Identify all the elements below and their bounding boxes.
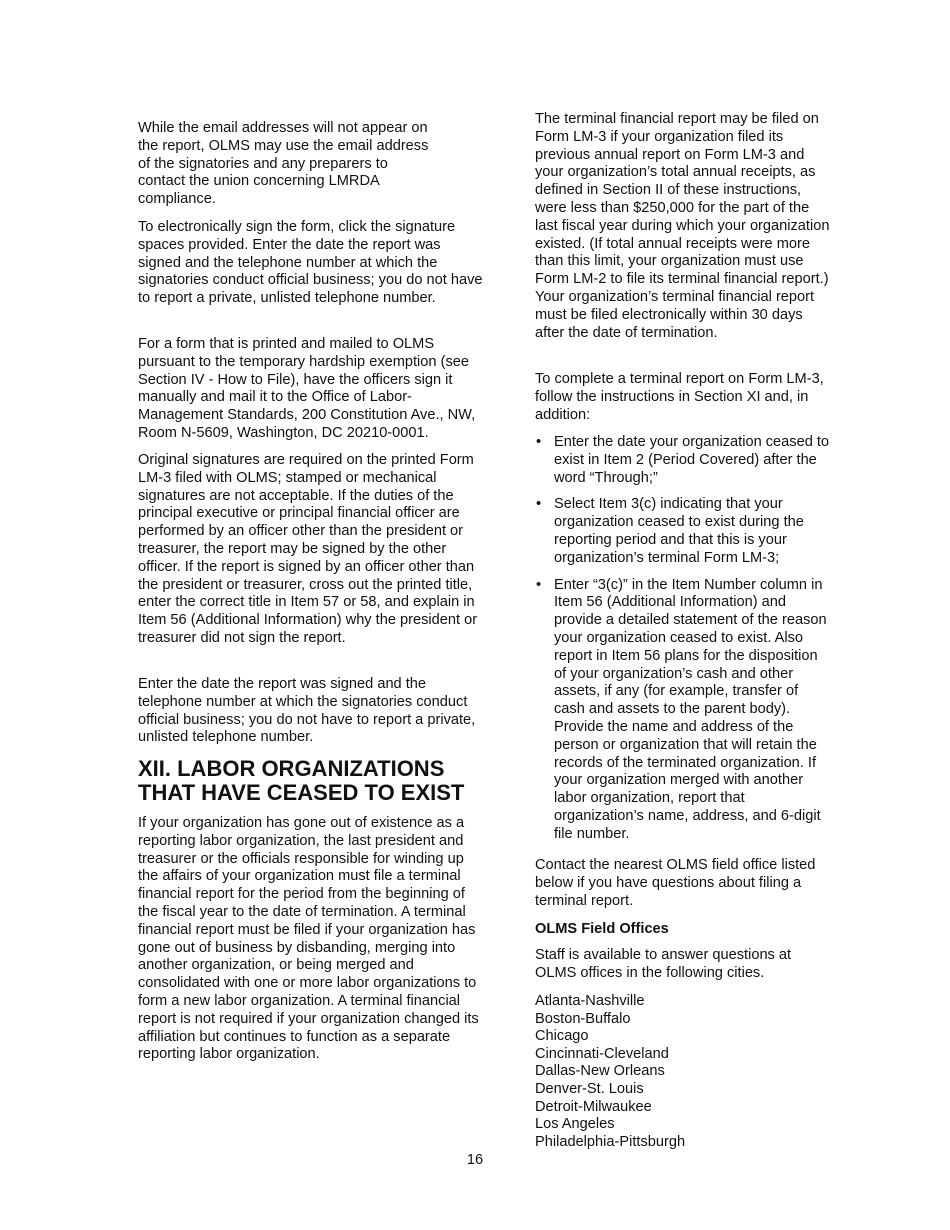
contact-office-paragraph: Contact the nearest OLMS field office listed below if you have questions about filing a terminal report.: [535, 857, 816, 909]
staff-available-paragraph: Staff is available to answer questions at OLMS offices in the following cities.: [535, 947, 792, 981]
terminal-report-paragraph: The terminal financial report may be filed on Form LM-3 if your organization filed its previous annual report on Form LM-3 and your organization’s total annual receipts, as defined in Section II of these instructions, were less than $250,000 for the part of the last fiscal year during which your organization existed. (If total annual receipts were more than this limit, your organization must use Form LM-2 to file its terminal financial report.) Your organization’s terminal financial report must be filed electronically within 30 days after the date of termination.: [535, 111, 830, 341]
list-item: Cincinnati-Cleveland: [535, 1045, 669, 1062]
list-item: Detroit-Milwaukee: [535, 1098, 652, 1115]
city-list: [535, 993, 831, 1151]
original-signatures-paragraph: Original signatures are required on the printed Form LM-3 filed with OLMS; stamped or mechanical signatures are not acceptable. If the duties of the principal executive or principal financial officer are performed by an officer other than the president or treasurer, the report may be signed by the other officer. If the report is signed by an officer other than the president or treasurer, cross out the printed title, enter the correct title in Item 57 or 58, and explain in Item 56 (Additional Information) why the president or treasurer did not sign the report.: [138, 452, 478, 646]
email-usage-paragraph: While the email addresses will not appear on the report, OLMS may use the email address of the signatories and any preparers to contact the union concerning LMRDA compliance.: [138, 120, 429, 208]
list-item: • Select Item 3(c) indicating that your organization ceased to exist during the reporting period and that this is your organization’s terminal Form LM-3;: [535, 496, 831, 567]
list-item: • Enter the date your organization ceased to exist in Item 2 (Period Covered) after the word “Through;”: [535, 434, 831, 487]
list-item: • Enter “3(c)” in the Item Number column in Item 56 (Additional Information) and provide a detailed statement of the reason your organization ceased to exist. Also report in Item 56 plans for the disposition of your organization’s cash and other assets, if any (for example, transfer of cash and assets to the parent body). Provide the name and address of the person or organization that will retain the records of the terminated organization. If your organization merged with another labor organization, report that organization’s name, address, and 6-digit file number.: [535, 577, 831, 844]
page-number: 16: [466, 1152, 484, 1168]
list-item: Philadelphia-Pittsburgh: [535, 1133, 686, 1150]
list-item: Dallas-New Orleans: [535, 1063, 665, 1080]
electronic-signature-paragraph: To electronically sign the form, click the signature spaces provided. Enter the date the report was signed and the telephone number at which the signatories conduct official business; you do not have to report a private, unlisted telephone number.: [138, 219, 483, 307]
complete-terminal-report-paragraph: To complete a terminal report on Form LM-3, follow the instructions in Section XI and, in addition:: [535, 371, 824, 423]
list-item: Boston-Buffalo: [535, 1010, 631, 1027]
instructions-list: [535, 434, 831, 844]
list-item: Los Angeles: [535, 1116, 615, 1133]
section-heading: XII. LABOR ORGANIZATIONS THAT HAVE CEASED TO EXIST: [138, 756, 465, 805]
list-item: Denver-St. Louis: [535, 1080, 644, 1097]
list-item: Chicago: [535, 1028, 589, 1045]
mailed-form-paragraph: For a form that is printed and mailed to OLMS pursuant to the temporary hardship exemption (see Section IV - How to File), have the officers sign it manually and mail it to the Office of Labor-Management Standards, 200 Constitution Ave., NW, Room N-5609, Washington, DC 20210-0001.: [138, 336, 476, 441]
date-telephone-paragraph: Enter the date the report was signed and the telephone number at which the signatories conduct official business; you do not have to report a private, unlisted telephone number.: [138, 676, 476, 746]
ceased-to-exist-paragraph: If your organization has gone out of existence as a reporting labor organization, the last president and treasurer or the officials responsible for winding up the affairs of your organization must file a terminal financial report for the period from the beginning of the fiscal year to the date of termination. A terminal financial report must be filed if your organization has gone out of business by disbanding, merging into another organization, or being merged and consolidated with one or more labor organizations to form a new labor organization. A terminal financial report is not required if your organization changed its affiliation but continues to function as a separate reporting labor organization.: [138, 815, 479, 1063]
list-item: Atlanta-Nashville: [535, 993, 645, 1009]
field-offices-heading: OLMS Field Offices: [535, 921, 669, 937]
